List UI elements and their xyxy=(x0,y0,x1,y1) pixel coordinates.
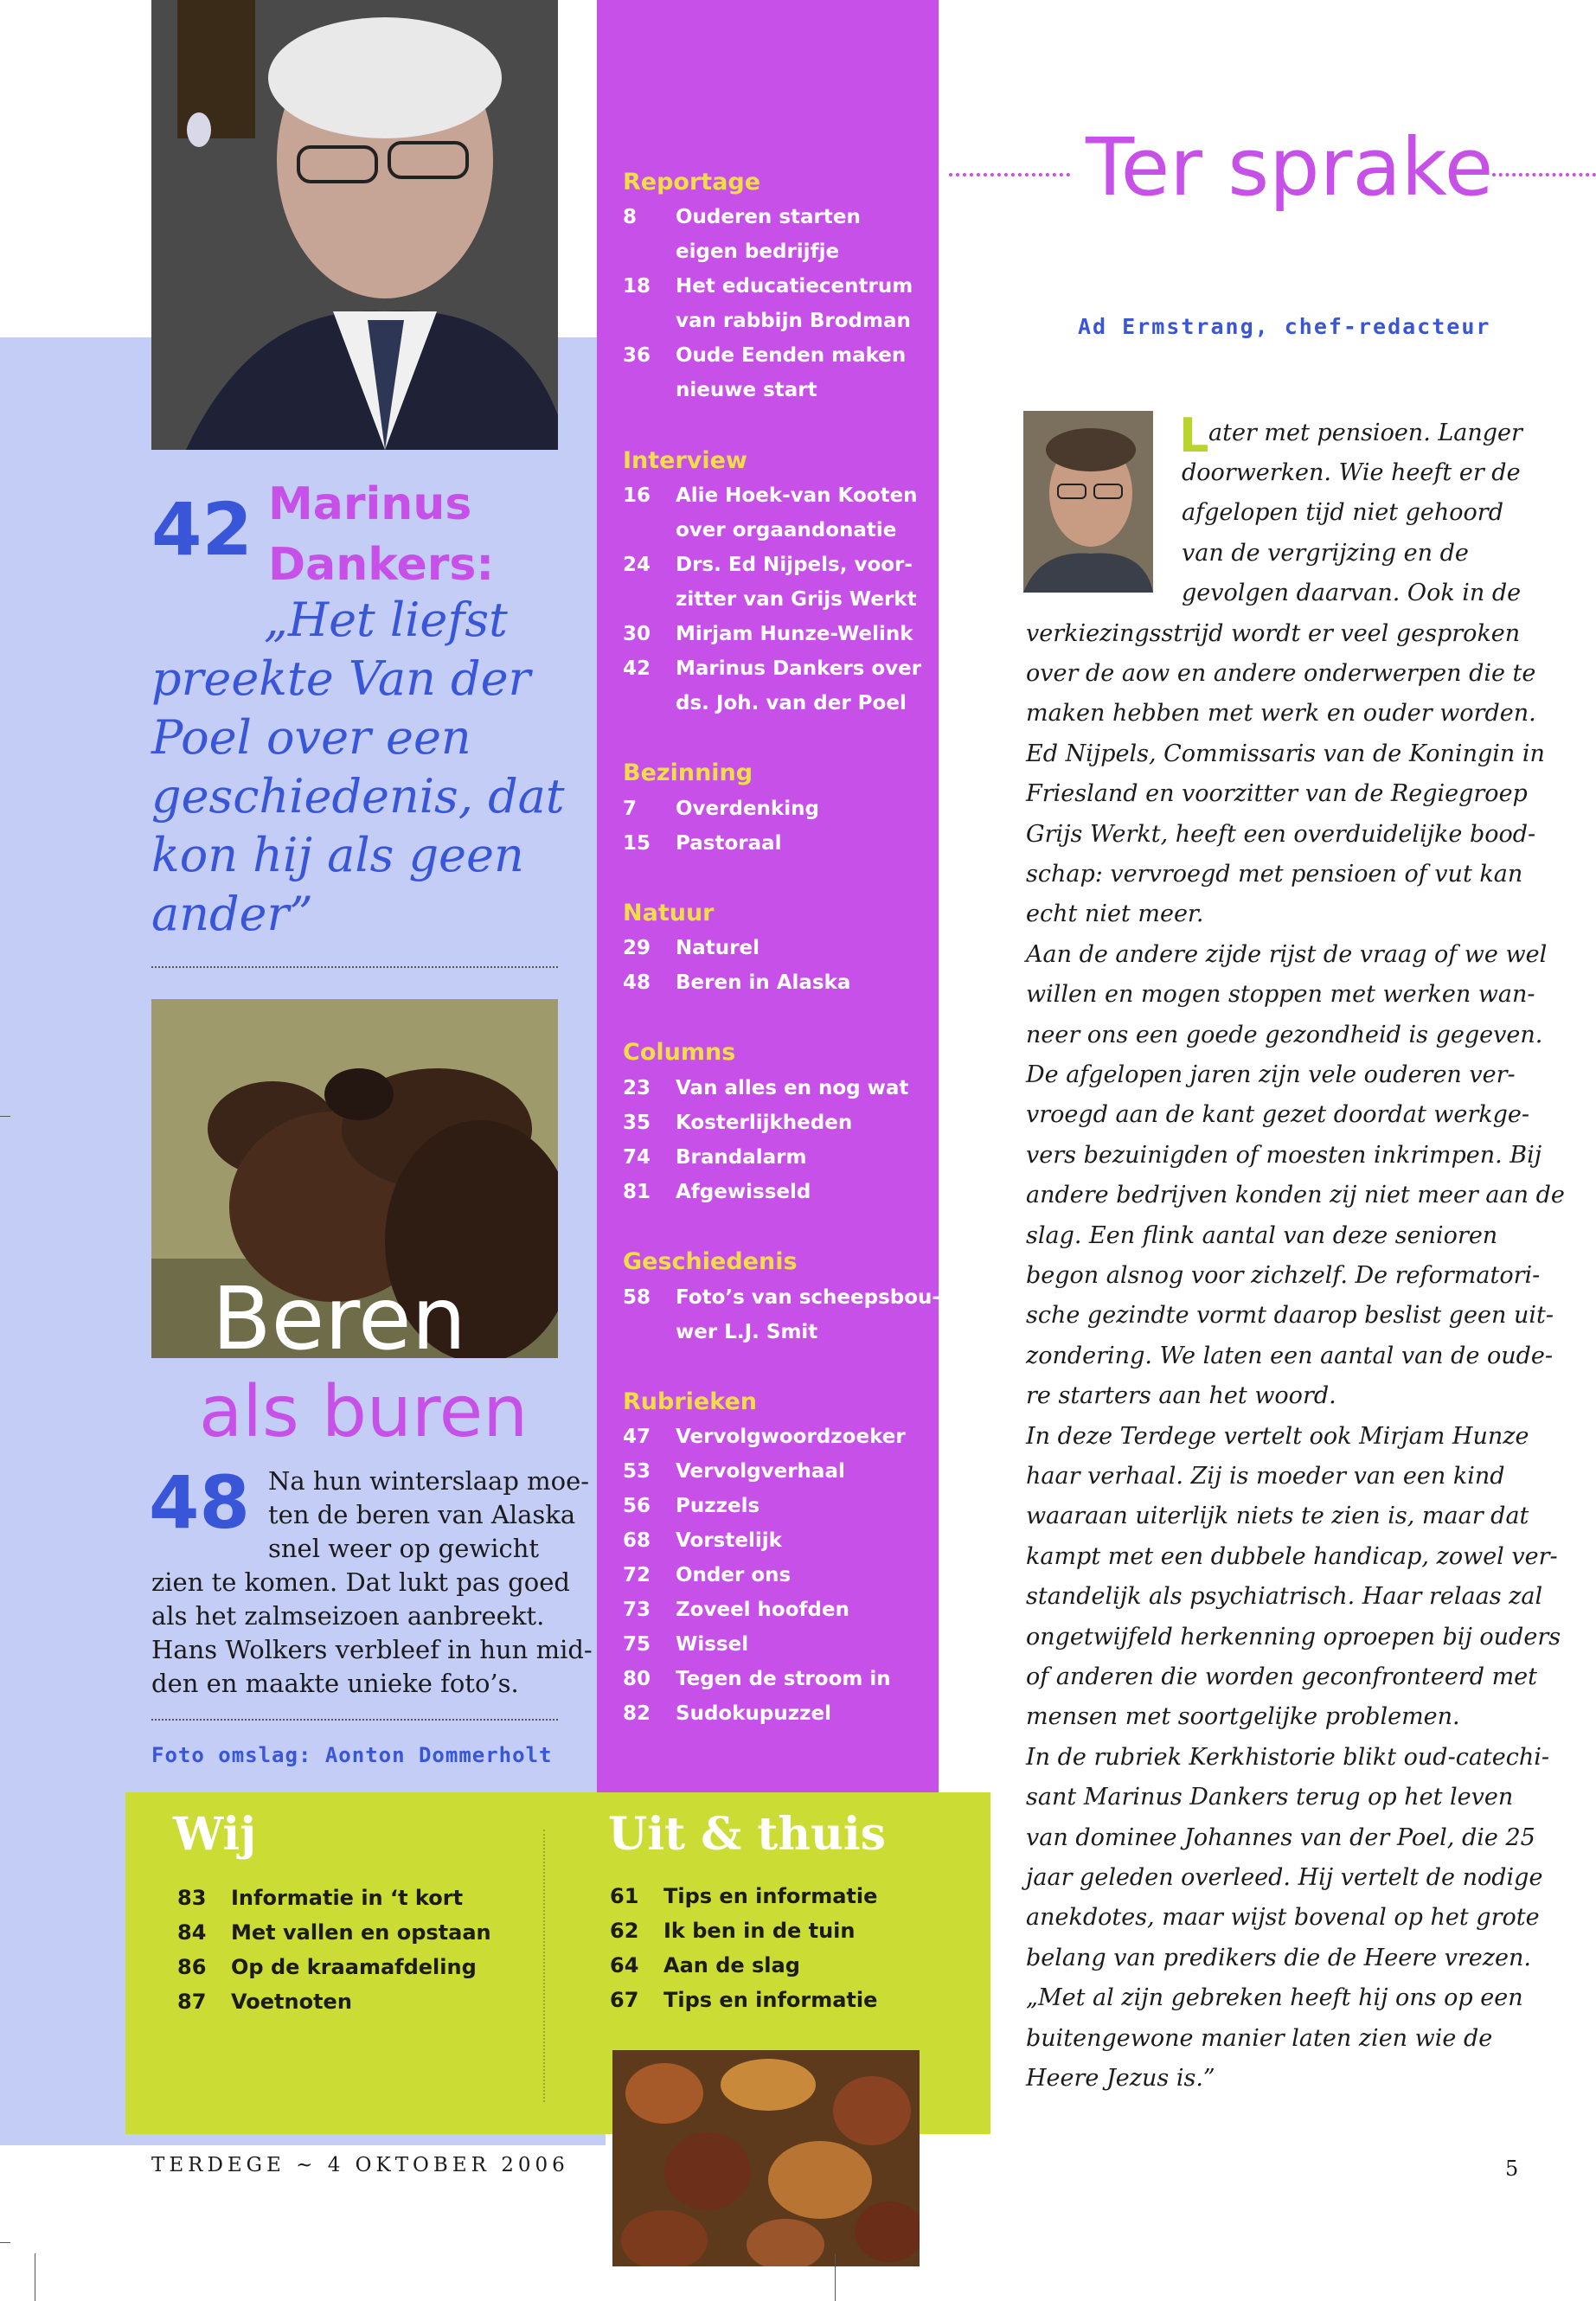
editorial-line: over de aow en andere onderwerpen die te xyxy=(1026,660,1536,687)
quote-line: preekte Van der xyxy=(151,651,531,706)
toc-item[interactable]: Ouderen starten xyxy=(676,206,861,228)
toc-page-number[interactable]: 56 xyxy=(623,1495,651,1517)
author-photo xyxy=(1023,411,1153,593)
toc-page-number[interactable]: 7 xyxy=(623,798,638,820)
editorial-line: Aan de andere zijde rijst de vraag of we wel xyxy=(1026,940,1548,968)
divider xyxy=(543,1830,545,2102)
editorial-line: In de rubriek Kerkhistorie blikt oud-catechi- xyxy=(1026,1743,1550,1771)
quote-line: „Het liefst xyxy=(264,593,508,647)
editorial-line: haar verhaal. Zij is moeder van een kind xyxy=(1026,1463,1505,1490)
toc-page-number[interactable]: 15 xyxy=(623,832,651,855)
title-dots-right xyxy=(1492,173,1596,176)
uit-thuis-heading: Uit & thuis xyxy=(608,1808,886,1861)
editorial-line: neer ons een goede gezondheid is gegeven. xyxy=(1026,1021,1543,1048)
quote-line: ander” xyxy=(151,887,313,941)
editorial-line: slag. Een flink aantal van deze senioren xyxy=(1026,1221,1498,1249)
toc-item[interactable]: wer L.J. Smit xyxy=(676,1321,818,1343)
bears-intro-line: als het zalmseizoen aanbreekt. xyxy=(151,1601,545,1631)
chestnuts-photo xyxy=(612,2050,920,2266)
editorial-line: Friesland en voorzitter van de Regiegroep xyxy=(1026,780,1528,808)
toc-page-number[interactable]: 74 xyxy=(623,1146,651,1169)
page-number: 5 xyxy=(1505,2157,1519,2181)
editorial-line: echt niet meer. xyxy=(1026,901,1204,928)
toc-section-columns: Columns xyxy=(623,1039,736,1066)
trim-mark xyxy=(0,2242,10,2243)
trim-mark xyxy=(0,1116,10,1117)
toc-item[interactable]: Het educatiecentrum xyxy=(676,275,913,298)
footer-publication: TERDEGE ~ 4 OKTOBER 2006 xyxy=(151,2154,569,2176)
editorial-line: Grijs Werkt, heeft een overduidelijke bood- xyxy=(1026,820,1536,848)
toc-item[interactable]: Marinus Dankers over xyxy=(676,657,922,680)
toc-item[interactable]: Beren in Alaska xyxy=(676,971,851,994)
editorial-line: waaraan uiterlijk niets te zien is, maar dat xyxy=(1026,1503,1529,1530)
toc-page-number[interactable]: 68 xyxy=(623,1529,651,1552)
uit-thuis-page-number[interactable]: 61 xyxy=(610,1884,639,1908)
divider xyxy=(151,1719,558,1721)
editorial-line: jaar geleden overleed. Hij vertelt de nodige xyxy=(1026,1864,1543,1891)
editorial-line: schap: vervroegd met pensioen of vut kan xyxy=(1026,861,1523,888)
toc-item[interactable]: Kosterlijkheden xyxy=(676,1112,853,1134)
editorial-line: mensen met soortgelijke problemen. xyxy=(1026,1703,1460,1731)
toc-item[interactable]: Mirjam Hunze-Welink xyxy=(676,623,913,645)
bears-intro-line: Hans Wolkers verbleef in hun mid- xyxy=(151,1635,593,1664)
feature-name-line2: Dankers: xyxy=(268,539,495,591)
toc-page-number[interactable]: 81 xyxy=(623,1181,651,1203)
editorial-line: Ed Nijpels, Commissaris van de Koningin in xyxy=(1026,740,1545,767)
toc-item[interactable]: Tegen de stroom in xyxy=(676,1668,891,1690)
toc-page-number[interactable]: 47 xyxy=(623,1426,651,1448)
wij-item[interactable]: Met vallen en opstaan xyxy=(231,1920,491,1945)
toc-page-number[interactable]: 35 xyxy=(623,1112,651,1134)
editorial-line: sche gezindte vormt daarop beslist geen uit- xyxy=(1026,1302,1554,1330)
editorial-line: doorwerken. Wie heeft er de xyxy=(1182,459,1521,486)
editorial-line: van dominee Johannes van der Poel, die 25 xyxy=(1026,1823,1535,1851)
toc-page-number[interactable]: 48 xyxy=(623,971,651,994)
wij-item[interactable]: Voetnoten xyxy=(231,1990,352,2014)
toc-item[interactable]: over orgaandonatie xyxy=(676,519,897,542)
toc-item[interactable]: Brandalarm xyxy=(676,1146,807,1169)
bears-title-line1: Beren xyxy=(212,1268,466,1369)
toc-page-number[interactable]: 80 xyxy=(623,1668,651,1690)
toc-page-number[interactable]: 73 xyxy=(623,1599,651,1621)
toc-item[interactable]: Oude Eenden maken xyxy=(676,344,907,367)
editorial-author: Ad Ermstrang, chef-redacteur xyxy=(1078,314,1491,339)
editorial-line: ater met pensioen. Langer xyxy=(1208,420,1522,446)
uit-thuis-page-number[interactable]: 67 xyxy=(610,1988,639,2012)
editorial-line: van de vergrijzing en de xyxy=(1182,539,1469,567)
toc-item[interactable]: Pastoraal xyxy=(676,832,782,855)
bears-intro-line: zien te komen. Dat lukt pas goed xyxy=(151,1567,570,1597)
wij-page-number[interactable]: 83 xyxy=(177,1886,207,1910)
feature-page-number: 42 xyxy=(151,487,253,572)
editorial-line: belang van predikers die de Heere vrezen. xyxy=(1026,1944,1531,1971)
editorial-line: kampt met een dubbele handicap, zowel ver- xyxy=(1026,1542,1558,1570)
editorial-line: Heere Jezus is.” xyxy=(1026,2065,1215,2092)
uit-thuis-page-number[interactable]: 64 xyxy=(610,1953,639,1977)
editorial-line: verkiezingsstrijd wordt er veel gesproken xyxy=(1026,619,1521,647)
toc-section-rubrieken: Rubrieken xyxy=(623,1388,757,1415)
editorial-line: maken hebben met werk en ouder worden. xyxy=(1026,700,1536,727)
bears-intro-line: snel weer op gewicht xyxy=(268,1534,540,1563)
toc-item[interactable]: Vervolgwoordzoeker xyxy=(676,1426,906,1448)
bears-title-line2: als buren xyxy=(199,1371,529,1453)
divider xyxy=(151,966,558,968)
wij-item[interactable]: Informatie in ‘t kort xyxy=(231,1886,464,1910)
toc-item[interactable]: Drs. Ed Nijpels, voor- xyxy=(676,554,913,576)
editorial-line: andere bedrijven konden zij niet meer aan de xyxy=(1026,1182,1565,1209)
editorial-line: De afgelopen jaren zijn vele ouderen ver- xyxy=(1026,1061,1516,1088)
editorial-line: willen en mogen stoppen met werken wan- xyxy=(1026,981,1535,1009)
wij-page-number[interactable]: 84 xyxy=(177,1920,207,1945)
quote-line: geschiedenis, dat xyxy=(151,769,565,824)
editorial-line: vroegd aan de kant gezet doordat werkge- xyxy=(1026,1101,1529,1129)
feature-quote xyxy=(151,591,601,944)
toc-page-number[interactable]: 8 xyxy=(623,206,638,228)
editorial-title: Ter sprake xyxy=(1086,121,1494,214)
editorial-line: In deze Terdege vertelt ook Mirjam Hunze xyxy=(1026,1422,1529,1450)
toc-item[interactable]: Vervolgverhaal xyxy=(676,1460,845,1483)
toc-section-interview: Interview xyxy=(623,447,747,474)
editorial-line: standelijk als psychiatrisch. Haar relaas zal xyxy=(1026,1583,1543,1611)
bears-intro xyxy=(151,1465,593,1701)
toc-page-number[interactable]: 16 xyxy=(623,484,651,507)
bears-intro-line: ten de beren van Alaska xyxy=(268,1500,576,1529)
toc-item[interactable]: Foto’s van scheepsbou- xyxy=(676,1286,940,1309)
editorial-line: „Met al zijn gebreken heeft hij ons op een xyxy=(1026,1984,1523,2012)
bears-intro-line: den en maakte unieke foto’s. xyxy=(151,1669,519,1698)
toc-page-number[interactable]: 23 xyxy=(623,1077,651,1099)
toc-page-number[interactable]: 29 xyxy=(623,937,651,959)
toc-item[interactable]: Alie Hoek-van Kooten xyxy=(676,484,918,507)
editorial-line: begon alsnog voor zichzelf. De reformatori- xyxy=(1026,1262,1541,1289)
toc-item[interactable]: Onder ons xyxy=(676,1564,792,1586)
toc-page-number[interactable]: 53 xyxy=(623,1460,651,1483)
feature-name-line1: Marinus xyxy=(268,478,472,530)
toc-page-number[interactable]: 82 xyxy=(623,1702,651,1725)
editorial-line: zondering. We laten een aantal van de oude- xyxy=(1026,1342,1554,1369)
marinus-dankers-photo xyxy=(151,0,558,450)
editorial-line: afgelopen tijd niet gehoord xyxy=(1182,499,1503,527)
editorial-line: anekdotes, maar wijst bovenal op het grote xyxy=(1026,1904,1540,1932)
dropcap: L xyxy=(1179,408,1209,463)
toc-item[interactable]: Sudokupuzzel xyxy=(676,1702,831,1725)
trim-mark xyxy=(835,2253,836,2301)
uit-thuis-item[interactable]: Ik ben in de tuin xyxy=(663,1919,856,1943)
toc-page-number[interactable]: 36 xyxy=(623,344,651,367)
editorial-line: vers bezuinigden of moesten inkrimpen. Bij xyxy=(1026,1141,1542,1169)
toc-item[interactable]: Vorstelijk xyxy=(676,1529,782,1552)
toc-item[interactable]: Puzzels xyxy=(676,1495,760,1517)
uit-thuis-page-number[interactable]: 62 xyxy=(610,1919,639,1943)
editorial-line: ongetwijfeld herkenning oproepen bij ouders xyxy=(1026,1623,1561,1650)
toc-section-reportage: Reportage xyxy=(623,169,761,195)
cover-credit: Foto omslag: Aonton Dommerholt xyxy=(151,1743,553,1767)
wij-page-number[interactable]: 87 xyxy=(177,1990,207,2014)
wij-page-number[interactable]: 86 xyxy=(177,1955,207,1979)
editorial-line: sant Marinus Dankers terug op het leven xyxy=(1026,1784,1514,1811)
quote-line: kon hij als geen xyxy=(151,828,524,882)
wij-heading: Wij xyxy=(173,1808,257,1861)
toc-item[interactable]: Zoveel hoofden xyxy=(676,1599,849,1621)
toc-page-number[interactable]: 72 xyxy=(623,1564,651,1586)
editorial-line: gevolgen daarvan. Ook in de xyxy=(1182,580,1522,607)
toc-section-natuur: Natuur xyxy=(623,900,715,926)
wij-item[interactable]: Op de kraamafdeling xyxy=(231,1955,477,1979)
bears-page-number: 48 xyxy=(149,1460,250,1545)
uit-thuis-item[interactable]: Aan de slag xyxy=(663,1953,800,1977)
toc-item[interactable]: Wissel xyxy=(676,1633,749,1656)
feature-name xyxy=(268,474,494,595)
toc-item[interactable]: ds. Joh. van der Poel xyxy=(676,692,907,715)
toc-item[interactable]: Afgewisseld xyxy=(676,1181,811,1203)
toc-page-number[interactable]: 18 xyxy=(623,275,651,298)
toc-item[interactable]: nieuwe start xyxy=(676,379,817,401)
editorial-line: buitengewone manier laten zien wie de xyxy=(1026,2024,1493,2052)
toc-item[interactable]: Van alles en nog wat xyxy=(676,1077,909,1099)
title-dots-left xyxy=(949,173,1070,176)
toc-item[interactable]: van rabbijn Brodman xyxy=(676,310,911,332)
toc-item[interactable]: Overdenking xyxy=(676,798,819,820)
toc-page-number[interactable]: 58 xyxy=(623,1286,651,1309)
toc-item[interactable]: Naturel xyxy=(676,937,760,959)
toc-page-number[interactable]: 30 xyxy=(623,623,651,645)
editorial-line: re starters aan het woord. xyxy=(1026,1382,1336,1410)
uit-thuis-item[interactable]: Tips en informatie xyxy=(663,1988,878,2012)
toc-page-number[interactable]: 42 xyxy=(623,657,651,680)
toc-section-bezinning: Bezinning xyxy=(623,760,753,786)
toc-page-number[interactable]: 24 xyxy=(623,554,651,576)
bears-intro-line: Na hun winterslaap moe- xyxy=(268,1466,590,1496)
toc-item[interactable]: zitter van Grijs Werkt xyxy=(676,588,917,611)
quote-line: Poel over een xyxy=(151,710,471,765)
toc-section-geschiedenis: Geschiedenis xyxy=(623,1248,798,1275)
toc-item[interactable]: eigen bedrijfje xyxy=(676,240,840,263)
toc-page-number[interactable]: 75 xyxy=(623,1633,651,1656)
uit-thuis-item[interactable]: Tips en informatie xyxy=(663,1884,878,1908)
editorial-line: of anderen die worden geconfronteerd met xyxy=(1026,1663,1538,1690)
